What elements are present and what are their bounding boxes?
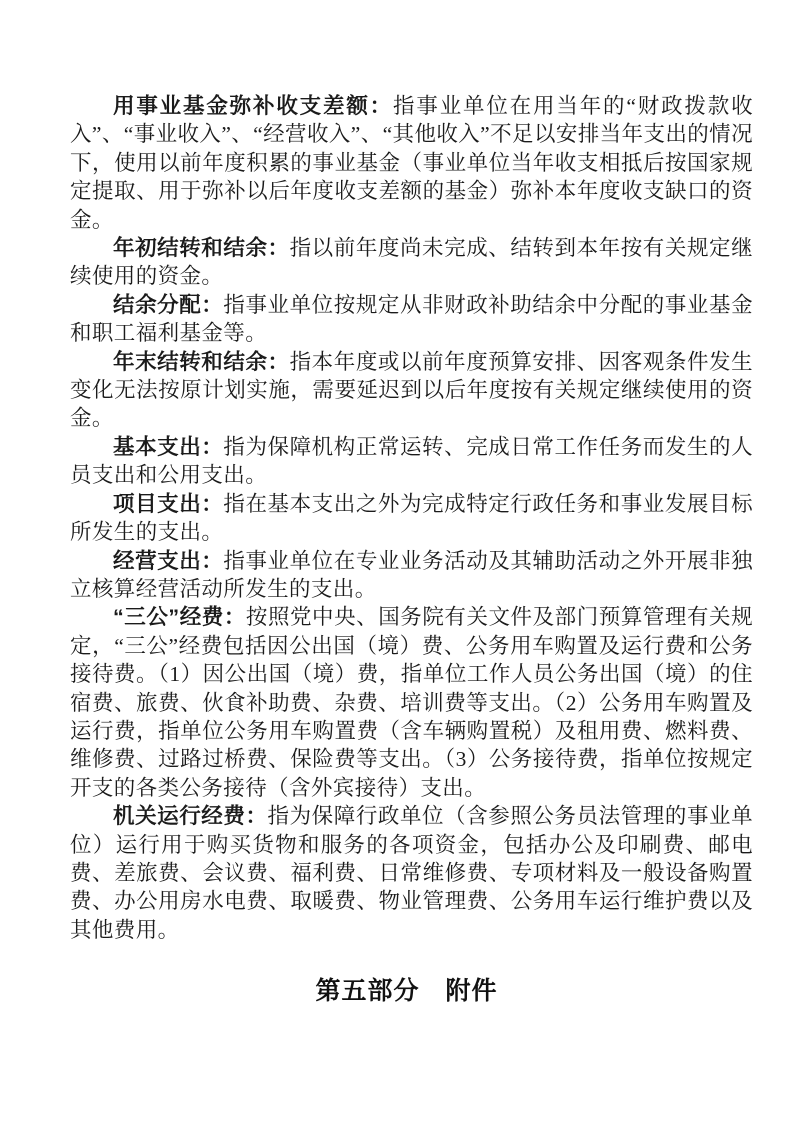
term-label: 年初结转和结余： (113, 236, 290, 261)
term-definition: 指为保障机构正常运转、完成日常工作任务而发生的人员支出和公用支出。 (70, 434, 753, 488)
term-label: 基本支出： (113, 434, 224, 459)
term-definition: 指本年度或以前年度预算安排、因客观条件发生变化无法按原计划实施，需要延迟到以后年度按有关规定继续使用的资金。 (70, 349, 754, 431)
term-paragraph-project-expenditure (70, 490, 753, 547)
term-definition: 指事业单位在用当年的“财政拨款收入”、“事业收入”、“经营收入”、“其他收入”不足以安排当年支出的情况下，使用以前年度积累的事业基金（事业单位当年收支相抵后按国家规定提取、用于弥补以后年度收支差额的基金）弥补本年度收支缺口的资金。 (70, 94, 753, 232)
term-definition: 按照党中央、国务院有关文件及部门预算管理有关规定，“三公”经费包括因公出国（境）费、公务用车购置及运行费和公务接待费。（1）因公出国（境）费，指单位工作人员公务出国（境）的住宿费、旅费、伙食补助费、杂费、培训费等支出。（2）公务用车购置及运行费，指单位公务用车购置费（含车辆购置税）及租用费、燃料费、维修费、过路过桥费、保险费等支出。（3）公务接待费，指单位按规定开支的各类公务接待（含外宾接待）支出。 (70, 605, 753, 800)
term-paragraph-basic-expenditure (70, 433, 753, 490)
term-paragraph-carryover-opening (70, 234, 753, 291)
term-label: 年末结转和结余： (113, 349, 290, 374)
term-paragraph-three-public-funds (70, 603, 753, 802)
term-paragraph-surplus-distribution (70, 291, 753, 348)
term-paragraph-operating-expenditure (70, 547, 753, 604)
section-heading: 第五部分 附件 (315, 978, 498, 1006)
term-definition: 指为保障行政单位（含参照公务员法管理的事业单位）运行用于购买货物和服务的各项资金，包括办公及印刷费、邮电费、差旅费、会议费、福利费、日常维修费、专项材料及一般设备购置费、办公用房水电费、取暖费、物业管理费、公务用车运行维护费以及其他费用。 (70, 804, 753, 942)
term-definition: 指在基本支出之外为完成特定行政任务和事业发展目标所发生的支出。 (70, 491, 753, 545)
term-definition: 指事业单位在专业业务活动及其辅助活动之外开展非独立核算经营活动所发生的支出。 (70, 548, 753, 601)
term-label: “三公”经费： (113, 605, 246, 630)
term-label: 用事业基金弥补收支差额： (113, 94, 394, 118)
term-label: 经营支出： (113, 548, 224, 573)
term-label: 机关运行经费： (113, 804, 268, 829)
term-definition: 指以前年度尚未完成、结转到本年按有关规定继续使用的资金。 (70, 236, 754, 289)
term-label: 项目支出： (113, 491, 224, 516)
term-definition: 指事业单位按规定从非财政补助结余中分配的事业基金和职工福利基金等。 (70, 292, 753, 346)
term-paragraph-fund-subsidy (70, 92, 753, 234)
term-label: 结余分配： (113, 292, 224, 317)
term-paragraph-agency-operating-funds (70, 802, 753, 944)
term-paragraph-carryover-yearend (70, 348, 753, 433)
